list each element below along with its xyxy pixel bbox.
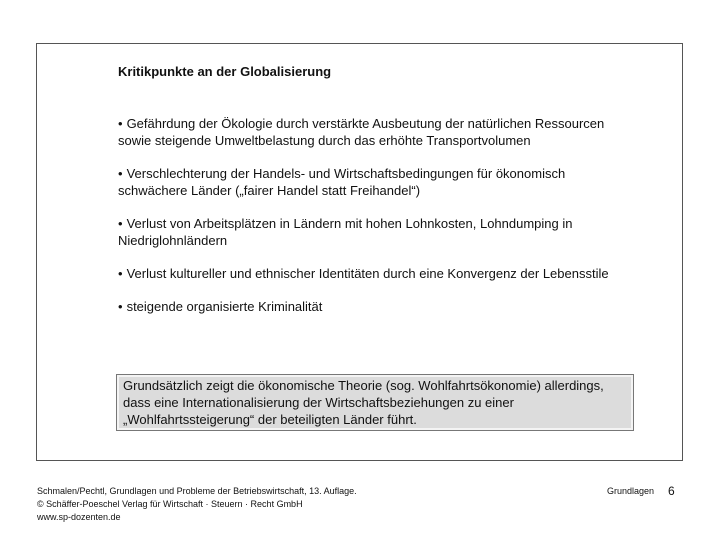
bullet-item: [118, 298, 638, 315]
bullet-marker: •: [118, 116, 123, 131]
bullet-marker: •: [118, 299, 123, 314]
bullet-item: [118, 215, 638, 249]
footer-section-label: Grundlagen: [607, 486, 655, 496]
page-number: 6: [668, 484, 675, 498]
bullet-item: [118, 165, 638, 199]
footer-publisher-line: © Schäffer-Poeschel Verlag für Wirtschaft · Steuern · Recht GmbH: [37, 499, 303, 509]
footer-citation: [37, 485, 357, 524]
bullet-item: [118, 115, 638, 149]
bullet-marker: •: [118, 166, 123, 181]
bullet-marker: •: [118, 266, 123, 281]
bullet-list: [118, 115, 638, 331]
bullet-text: steigende organisierte Kriminalität: [126, 299, 323, 314]
bullet-marker: •: [118, 216, 123, 231]
bullet-text: Verschlechterung der Handels- und Wirtschaftsbedingungen für ökonomisch schwächere Länder („fairer Handel statt Freihandel“): [118, 166, 566, 198]
bullet-text: Verlust kultureller und ethnischer Identitäten durch eine Konvergenz der Lebensstile: [126, 266, 609, 281]
bullet-text: Gefährdung der Ökologie durch verstärkte Ausbeutung der natürlichen Ressourcen sowie steigende Umweltbelastung durch das erhöhte Transportvolumen: [118, 116, 605, 148]
bullet-item: [118, 265, 638, 282]
bullet-text: Verlust von Arbeitsplätzen in Ländern mit hohen Lohnkosten, Lohndumping in Niedriglohnländern: [118, 216, 573, 248]
footer-source-line: Schmalen/Pechtl, Grundlagen und Probleme der Betriebswirtschaft, 13. Auflage.: [37, 486, 357, 496]
footer-website: www.sp-dozenten.de: [37, 512, 121, 522]
slide-title: Kritikpunkte an der Globalisierung: [118, 64, 332, 79]
conclusion-box: Grundsätzlich zeigt die ökonomische Theorie (sog. Wohlfahrtsökonomie) allerdings, dass eine Internationalisierung der Wirtschaftsbeziehungen zu einer „Wohlfahrtssteigerung“ der beteiligten Länder führt.: [116, 374, 634, 431]
